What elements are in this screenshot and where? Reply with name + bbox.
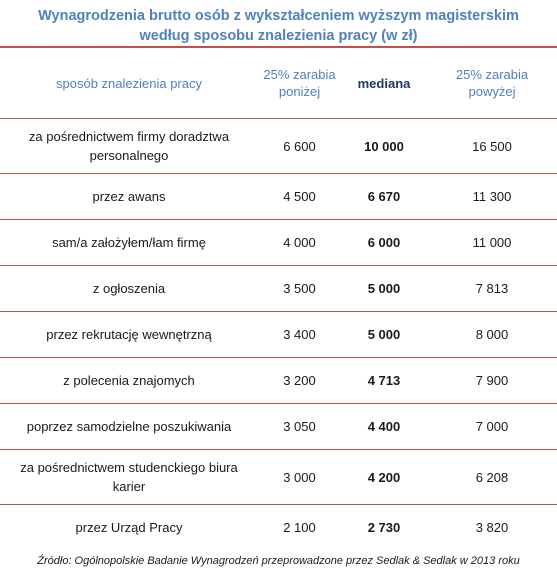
cell-high: 7 000	[475, 419, 509, 434]
document-title	[0, 0, 557, 46]
cell-low: 3 200	[283, 373, 316, 388]
cell-high: 16 500	[472, 138, 512, 154]
cell-median: 4 200	[367, 469, 401, 485]
header-median: mediana	[357, 75, 411, 91]
table-row	[0, 220, 557, 266]
cell-low: 4 000	[283, 235, 316, 250]
cell-median: 5 000	[367, 281, 401, 296]
cell-method: przez rekrutację wewnętrzną	[46, 327, 212, 342]
cell-high: 3 820	[475, 520, 509, 535]
cell-median: 5 000	[367, 327, 401, 342]
cell-method: za pośrednictwem studenckiego biura karier	[20, 460, 238, 494]
cell-low: 6 600	[283, 138, 316, 154]
cell-low: 2 100	[283, 520, 316, 535]
title-line-2: według sposobu znalezienia pracy (w zł)	[139, 28, 418, 44]
source-note: Źródło: Ogólnopolskie Badanie Wynagrodzeń przeprowadzone przez Sedlak & Sedlak w 2013 roku	[37, 555, 520, 567]
cell-low: 3 500	[283, 281, 316, 296]
table-row	[0, 266, 557, 312]
cell-median: 6 670	[367, 189, 401, 204]
table-row	[0, 119, 557, 174]
title-line-1: Wynagrodzenia brutto osób z wykształceniem wyższym magisterskim	[38, 8, 519, 24]
cell-median: 4 400	[367, 419, 401, 434]
cell-method: za pośrednictwem firmy doradztwa personalnego	[28, 129, 230, 163]
table-row	[0, 450, 557, 505]
table-row	[0, 358, 557, 404]
cell-high: 7 813	[475, 281, 509, 296]
cell-low: 3 050	[283, 419, 316, 434]
cell-median: 2 730	[367, 520, 401, 535]
cell-high: 11 000	[472, 235, 512, 250]
table-row	[0, 312, 557, 358]
cell-method: sam/a założyłem/łam firmę	[52, 235, 206, 250]
cell-method: z polecenia znajomych	[63, 373, 195, 388]
header-method: sposób znalezienia pracy	[56, 75, 202, 91]
header-high: 25% zarabia powyżej	[455, 67, 529, 99]
table-row	[0, 505, 557, 551]
table-body	[0, 119, 557, 551]
table-row	[0, 404, 557, 450]
cell-high: 7 900	[475, 373, 509, 388]
cell-method: z ogłoszenia	[92, 281, 166, 296]
cell-method: przez Urząd Pracy	[75, 520, 183, 535]
salary-table	[0, 48, 557, 550]
table-header	[0, 48, 557, 119]
cell-median: 6 000	[367, 235, 401, 250]
cell-high: 8 000	[475, 327, 509, 342]
cell-low: 4 500	[283, 189, 316, 204]
table-row	[0, 174, 557, 220]
cell-high: 11 300	[472, 189, 512, 204]
cell-high: 6 208	[475, 469, 509, 485]
cell-median: 4 713	[367, 373, 401, 388]
header-row	[0, 48, 557, 119]
cell-method: poprzez samodzielne poszukiwania	[26, 419, 232, 434]
cell-median: 10 000	[364, 138, 404, 154]
cell-low: 3 000	[283, 469, 316, 485]
cell-method: przez awans	[92, 189, 166, 204]
cell-low: 3 400	[283, 327, 316, 342]
header-low: 25% zarabia poniżej	[263, 67, 336, 99]
